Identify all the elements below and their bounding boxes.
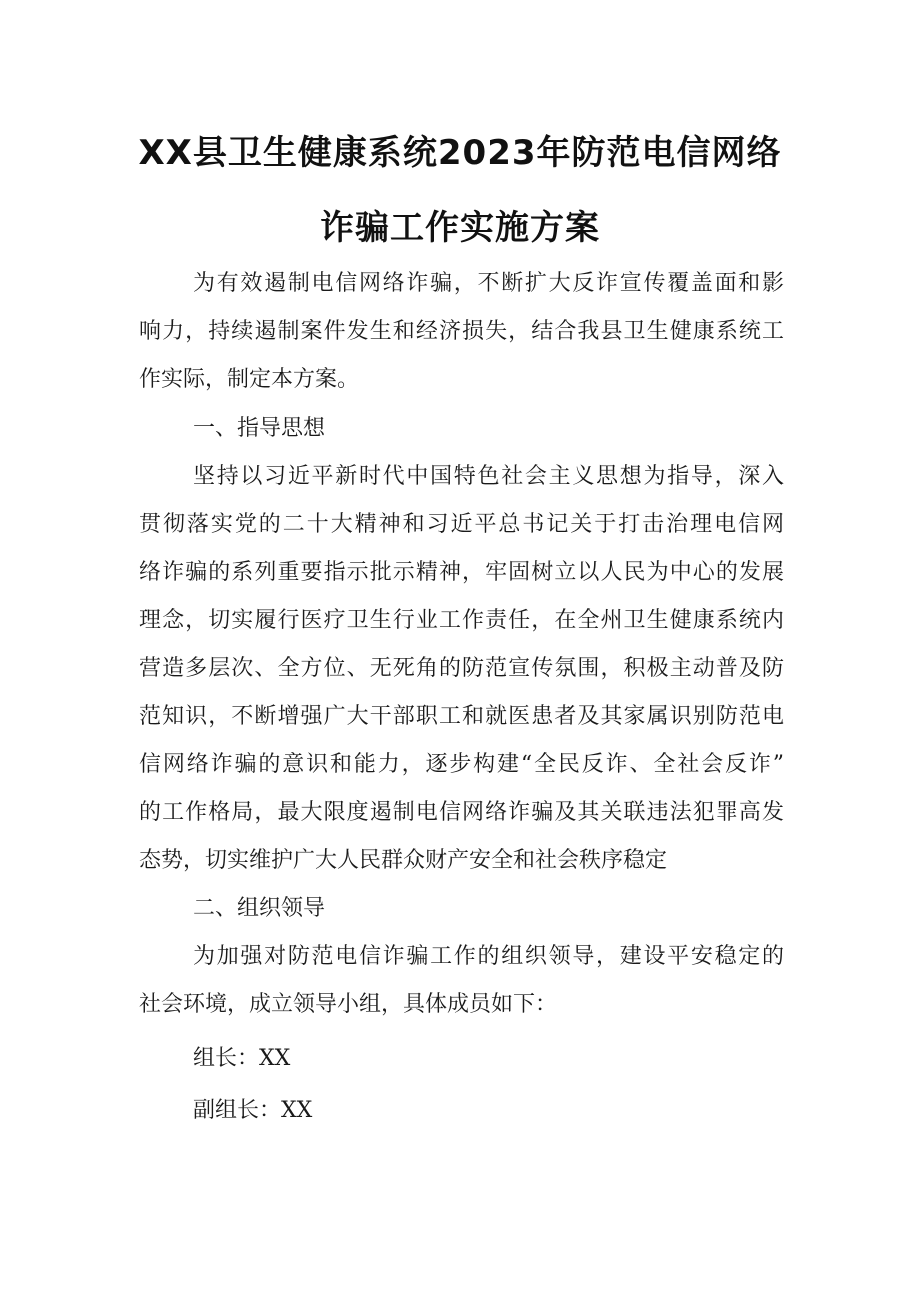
intro-line-2: 响力，持续遏制案件发生和经济损失，结合我县卫生健康系统工 [139, 319, 784, 344]
section-2-line-2: 社会环境，成立领导小组，具体成员如下： [139, 992, 558, 1017]
section-1-line-5: 营造多层次、全方位、无死角的防范宣传氛围，积极主动普及防 [139, 656, 784, 681]
section-1-line-4: 理念，切实履行医疗卫生行业工作责任，在全州卫生健康系统内 [139, 608, 784, 633]
member-group-leader: 组长：XX [193, 1046, 291, 1071]
section-1-line-2: 贯彻落实党的二十大精神和习近平总书记关于打击治理电信网 [139, 512, 784, 537]
section-1-line-1: 坚持以习近平新时代中国特色社会主义思想为指导，深入 [193, 464, 784, 489]
section-1-line-9: 态势，切实维护广大人民群众财产安全和社会秩序稳定 [139, 848, 668, 873]
intro-line-3: 作实际，制定本方案。 [139, 367, 360, 392]
section-1-line-3: 络诈骗的系列重要指示批示精神，牢固树立以人民为中心的发展 [139, 560, 784, 585]
section-2-heading: 二、组织领导 [193, 896, 326, 921]
section-1-line-7: 信网络诈骗的意识和能力，逐步构建“全民反诈、全社会反诈” [139, 752, 784, 777]
member-deputy-leader: 副组长：XX [193, 1098, 313, 1123]
intro-line-1: 为有效遏制电信网络诈骗，不断扩大反诈宣传覆盖面和影 [193, 271, 784, 296]
document-title-line-2: 诈骗工作实施方案 [320, 208, 600, 248]
document-title-line-1: XX县卫生健康系统2023年防范电信网络 [138, 133, 782, 173]
section-1-line-6: 范知识，不断增强广大干部职工和就医患者及其家属识别防范电 [139, 704, 784, 729]
section-1-line-8: 的工作格局，最大限度遏制电信网络诈骗及其关联违法犯罪高发 [139, 800, 784, 825]
section-2-line-1: 为加强对防范电信诈骗工作的组织领导，建设平安稳定的 [193, 944, 784, 969]
section-1-heading: 一、指导思想 [193, 416, 326, 441]
